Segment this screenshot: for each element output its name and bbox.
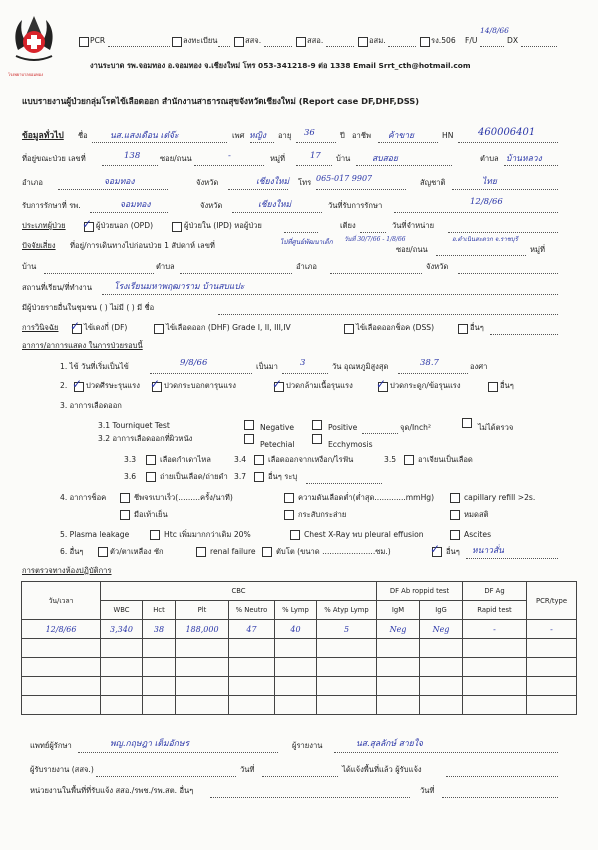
header-address: งานระบาด รพ.จอมทอง อ.จอมทอง จ.เชียงใหม่ โทร 053-341218-9 ต่อ 1338 Email Srrt_cth@hotmail.com [90, 61, 471, 70]
df-label: ไข้เดงกี่ (DF) [84, 323, 128, 332]
risk-village-label: บ้าน [22, 262, 37, 271]
arthralgia-label: ปวดกระดูก/ข้อรุนแรง [390, 381, 461, 390]
htc-checkbox[interactable] [150, 530, 160, 540]
risk-label: ปัจจัยเสี่ยง [22, 241, 56, 250]
pain-other-checkbox[interactable] [488, 382, 498, 392]
tambon-value: บ้านหลวง [506, 154, 542, 164]
weak-pulse-label: ชีพจรเบาเร็ว(.........ครั้ง/นาที) [134, 493, 233, 502]
risk-amphoe-label: อำเภอ [296, 262, 317, 271]
fever-unit: องศา [470, 362, 488, 371]
fever-label: 1. ไข้ วันที่เริ่มเป็นไข้ [60, 362, 129, 371]
hn-value: 460006401 [478, 127, 536, 138]
renal-failure-label: renal failure [210, 547, 256, 556]
name-value: นส.แสงเดือน เต๋จ๊ะ [110, 131, 179, 141]
epistaxis-label: เลือดกำเดาไหล [160, 455, 211, 464]
reporter-label: ผู้รายงาน [292, 741, 323, 750]
table-cell: 47 [229, 620, 275, 639]
pain-other-label: อื่นๆ [500, 381, 514, 390]
lab-dfab-header: DF Ab roppid test [377, 582, 463, 601]
diag-other-checkbox[interactable] [458, 324, 468, 334]
diagnosis-label: การวินิจฉัย [22, 323, 59, 332]
hepatomegaly-label: ตับโต (ขนาด ......................ซม.) [276, 547, 391, 556]
osm-label: อสม. [369, 36, 386, 45]
diag-other-label: อื่นๆ [470, 323, 484, 332]
age-value: 36 [304, 128, 315, 138]
plasma-leakage-label: 5. Plasma leakage [60, 530, 130, 539]
lab-col-header: WBC [101, 601, 143, 620]
opd-label: ผู้ป่วยนอก (OPD) [96, 221, 154, 230]
risk-province-label: จังหวัด [426, 262, 449, 271]
village-value: สบสอย [372, 154, 398, 164]
tourniquet-positive-checkbox[interactable] [312, 420, 322, 430]
soi-label: ซอย/ถนน [160, 154, 192, 163]
table-cell: 40 [275, 620, 317, 639]
soi-value: - [228, 151, 231, 161]
tourniquet-negative-checkbox[interactable] [244, 420, 254, 430]
headache-checkmark: ✓ [72, 377, 83, 391]
cap-refill-checkbox[interactable] [450, 493, 460, 503]
doctor-value: พญ.กฤษฎา เต็มอักษร [110, 739, 190, 749]
fu-value: 14/8/66 [480, 26, 509, 35]
hematemesis-label: อาเจียนเป็นเลือด [418, 455, 473, 464]
pcr-checkbox[interactable] [79, 37, 89, 47]
table-row [22, 696, 577, 715]
fever-temp-value: 38.7 [420, 358, 439, 368]
cold-extremities-checkbox[interactable] [120, 510, 130, 520]
hospital-label: รับการรักษาที่ รพ. [22, 201, 81, 210]
renal-failure-checkbox[interactable] [196, 547, 206, 557]
risk-tambon-label: ตำบล [156, 262, 175, 271]
table-cell: 188,000 [176, 620, 229, 639]
table-row [22, 620, 577, 639]
nationality-value: ไทย [482, 177, 497, 187]
weak-pulse-checkbox[interactable] [120, 493, 130, 503]
symptoms-label: อาการ/อาการแสดง ในการป่วยรอบนี้ [22, 341, 143, 350]
address-label: ที่อยู่ขณะป่วย เลขที่ [22, 154, 86, 163]
dhf-checkbox[interactable] [154, 324, 164, 334]
fever-days-label: เป็นมา [256, 362, 278, 371]
dss-checkbox[interactable] [344, 324, 354, 334]
table-cell: 38 [143, 620, 176, 639]
bleeding-other-checkbox[interactable] [254, 472, 264, 482]
ascites-checkbox[interactable] [450, 530, 460, 540]
opd-checkmark: ✓ [82, 217, 93, 231]
pleural-effusion-label: Chest X-Ray พบ pleural effusion [304, 530, 424, 539]
receiver-label: ผู้รับรายงาน (สสจ.) [30, 765, 94, 774]
risk-moo-label: หมู่ที่ [530, 245, 546, 254]
lab-label: การตรวจทางห้องปฏิบัติการ [22, 566, 112, 575]
table-cell: 12/8/66 [22, 620, 101, 639]
melena-label: ถ่ายเป็นเลือด/ถ่ายดำ [160, 472, 228, 481]
unconscious-checkbox[interactable] [450, 510, 460, 520]
myalgia-checkmark: ✓ [272, 377, 283, 391]
df-checkmark: ✓ [70, 319, 81, 333]
petechial-checkbox[interactable] [244, 434, 254, 444]
gum-bleeding-checkbox[interactable] [254, 455, 264, 465]
lab-col-header: Plt [176, 601, 229, 620]
moo-label: หมู่ที่ [270, 154, 286, 163]
admit-date-value: 12/8/66 [470, 197, 503, 207]
patient-type-label: ประเภทผู้ป่วย [22, 221, 66, 230]
lab-dfag-header: DF Ag [463, 582, 527, 601]
risk-soi-label: ซอย/ถนน [396, 245, 428, 254]
ssj-label: สสจ. [245, 36, 262, 45]
lab-col-header: % Neutro [229, 601, 275, 620]
ipd-label: ผู้ป่วยใน (IPD) หอผู้ป่วย [184, 221, 262, 230]
province-value: เชียงใหม่ [256, 177, 290, 187]
jaundice-label: ตัว/ตาเหลือง ชัก [110, 547, 164, 556]
tourniquet-label: 3.1 Tourniquet Test [98, 421, 170, 430]
ecchymosis-label: Ecchymosis [328, 440, 373, 449]
table-cell: - [527, 620, 577, 639]
phone-value: 065-017 9907 [316, 174, 373, 183]
petechial-label: Petechial [260, 440, 295, 449]
htc-label: Htc เพิ่มมากกว่าเดิม 20% [164, 530, 251, 539]
table-cell: 3,340 [101, 620, 143, 639]
cluster-label: มีผู้ป่วยรายอื่นในชุมชน ( ) ไม่มี ( ) มี ชื่อ [22, 303, 155, 312]
amphoe-label: อำเภอ [22, 178, 43, 187]
cap-refill-label: capillary refill >2s. [464, 493, 536, 502]
table-cell: - [463, 620, 527, 639]
lab-col-header: IgG [420, 601, 463, 620]
fever-temp-label: วัน อุณหภูมิสูงสุด [332, 362, 389, 371]
lab-col-header: IgM [377, 601, 420, 620]
restless-label: กระสับกระส่าย [298, 510, 347, 519]
myalgia-label: ปวดกล้ามเนื้อรุนแรง [286, 381, 353, 390]
symptom-other-value: หนาวสั่น [472, 546, 504, 556]
jaundice-checkbox[interactable] [98, 547, 108, 557]
lab-col-header: % Atyp Lymp [317, 601, 377, 620]
rng506-checkbox[interactable] [420, 37, 430, 47]
cold-extremities-label: มือเท้าเย็น [134, 510, 168, 519]
phone-label: โทร [298, 178, 312, 187]
tourniquet-unit: จุด/Inch² [400, 423, 432, 432]
hypotension-label: ความดันเลือดต่ำ(ต่ำสุด.............mmHg) [298, 493, 435, 502]
risk-handwriting-1: ไปที่ศูนย์พัฒนาเด็ก [280, 238, 333, 246]
lab-table [21, 581, 577, 715]
school-label: สถานที่เรียน/ที่ทำงาน [22, 283, 93, 292]
hospital-province-label: จังหวัด [200, 201, 223, 210]
headache-label: ปวดศีรษะรุนแรง [86, 381, 140, 390]
risk-handwriting-2: วันที่ 30/7/66 - 1/8/66 [344, 236, 406, 243]
moo-value: 17 [310, 151, 321, 161]
risk-text: ที่อยู่/การเดินทางไปก่อนป่วย 1 สัปดาห์ เลขที่ [70, 241, 215, 250]
hematemesis-num: 3.5 [384, 455, 397, 464]
tourniquet-not-done-label: ไม่ได้ตรวจ [478, 423, 514, 432]
rng506-label: รง.506 [431, 36, 456, 45]
gum-bleeding-label: เลือดออกจากเหงือก/ไรฟัน [268, 455, 354, 464]
table-cell: Neg [377, 620, 420, 639]
house-no-value: 138 [124, 151, 141, 161]
reporter-value: นส.สุลลักษ์ สายใจ [356, 739, 423, 749]
epistaxis-checkbox[interactable] [146, 455, 156, 465]
pleural-effusion-checkbox[interactable] [290, 530, 300, 540]
sso-label: สสอ. [307, 36, 324, 45]
nationality-label: สัญชาติ [420, 178, 446, 187]
bed-label: เตียง [340, 221, 356, 230]
table-row [22, 639, 577, 658]
symptom-other-label: อื่นๆ [446, 547, 460, 556]
table-row [22, 677, 577, 696]
name-label: ชื่อ [78, 131, 88, 140]
gum-bleeding-num: 3.4 [234, 455, 247, 464]
ssj-checkbox[interactable] [234, 37, 244, 47]
dss-label: ไข้เลือดออกช็อค (DSS) [356, 323, 435, 332]
ecchymosis-checkbox[interactable] [312, 434, 322, 444]
melena-num: 3.6 [124, 472, 137, 481]
table-row [22, 658, 577, 677]
other-symptoms-label: 6. อื่นๆ [60, 547, 84, 556]
form-title: แบบรายงานผู้ป่วยกลุ่มโรคไข้เลือดออก สำนักงานสาธารณสุขจังหวัดเชียงใหม่ (Report case DF,DHF,DSS) [22, 96, 420, 106]
fever-days-value: 3 [300, 358, 306, 368]
arthralgia-checkmark: ✓ [376, 377, 387, 391]
lab-pcr-header: PCR/type [527, 582, 577, 620]
bleeding-other-label: อื่นๆ ระบุ [268, 472, 298, 481]
receive-date-label: วันที่ [240, 765, 255, 774]
table-cell: 5 [317, 620, 377, 639]
tambon-label: ตำบล [480, 154, 499, 163]
occupation-value: ค้าขาย [388, 131, 415, 141]
ipd-checkbox[interactable] [172, 222, 182, 232]
lab-col-header: % Lymp [275, 601, 317, 620]
shock-label: 4. อาการช็อค [60, 493, 107, 502]
hepatomegaly-checkbox[interactable] [262, 547, 272, 557]
hospital-value: จอมทอง [120, 200, 151, 210]
tourniquet-not-done-checkbox[interactable] [462, 418, 472, 428]
admit-date-label: วันที่รับการรักษา [328, 201, 383, 210]
unconscious-label: หมดสติ [464, 510, 489, 519]
lab-cbc-header: CBC [101, 582, 377, 601]
retro-orbital-label: ปวดกระบอกตารุนแรง [164, 381, 236, 390]
sso-checkbox[interactable] [296, 37, 306, 47]
sex-value: หญิง [249, 131, 266, 141]
osm-checkbox[interactable] [358, 37, 368, 47]
amphoe-value: จอมทอง [104, 177, 135, 187]
tourniquet-positive-label: Positive [328, 423, 358, 432]
hospital-province-value: เชียงใหม่ [258, 200, 292, 210]
retro-orbital-checkmark: ✓ [150, 377, 161, 391]
notified-label: ได้แจ้งพื้นที่แล้ว ผู้รับแจ้ง [342, 765, 422, 774]
fever-date-value: 9/8/66 [180, 358, 208, 368]
risk-handwriting-3: อ.ดำเนินสะดวก จ.ราชบุรี [452, 236, 518, 243]
registration-checkbox[interactable] [172, 37, 182, 47]
doctor-label: แพทย์ผู้รักษา [30, 741, 72, 750]
dx-label: DX [507, 36, 519, 45]
restless-checkbox[interactable] [284, 510, 294, 520]
registration-label: ลงทะเบียน [183, 36, 218, 45]
hospital-logo: โรงพยาบาลจอมทอง [10, 10, 58, 68]
notified-unit-label: หน่วยงานในพื้นที่ที่รับแจ้ง สสอ./รพช./รพ.สต. อื่นๆ [30, 786, 194, 795]
skin-bleeding-label: 3.2 อาการเลือดออกที่ผิวหนัง [98, 434, 193, 443]
melena-checkbox[interactable] [146, 472, 156, 482]
epistaxis-num: 3.3 [124, 455, 137, 464]
discharge-label: วันที่จำหน่าย [392, 221, 435, 230]
bleeding-other-num: 3.7 [234, 472, 247, 481]
dhf-label: ไข้เลือดออก (DHF) Grade I, II, III,IV [166, 323, 291, 332]
ascites-label: Ascites [464, 530, 492, 539]
table-cell: Neg [420, 620, 463, 639]
lab-date-header: วัน/เวลา [22, 582, 101, 620]
tourniquet-negative-label: Negative [260, 423, 295, 432]
age-label: อายุ [278, 131, 292, 140]
school-value: โรงเรียนมหาพฤฒาราม บ้านสบแปะ [114, 282, 245, 292]
province-label: จังหวัด [196, 178, 219, 187]
village-label: บ้าน [336, 154, 351, 163]
lab-col-header: Hct [143, 601, 176, 620]
hn-label: HN [442, 131, 454, 140]
occupation-label: อาชีพ [352, 131, 371, 140]
hypotension-checkbox[interactable] [284, 493, 294, 503]
hematemesis-checkbox[interactable] [404, 455, 414, 465]
pain-num: 2. [60, 381, 68, 390]
notified-date-label: วันที่ [420, 786, 435, 795]
age-unit: ปี [340, 131, 345, 140]
symptom-other-checkmark: ✓ [430, 542, 441, 556]
pcr-label: PCR [90, 36, 106, 45]
lab-col-header: Rapid test [463, 601, 527, 620]
fu-label: F/U [465, 36, 478, 45]
bleeding-label: 3. อาการเลือดออก [60, 401, 122, 410]
sex-label: เพศ [232, 131, 245, 140]
general-section-label: ข้อมูลทั่วไป [22, 131, 64, 141]
